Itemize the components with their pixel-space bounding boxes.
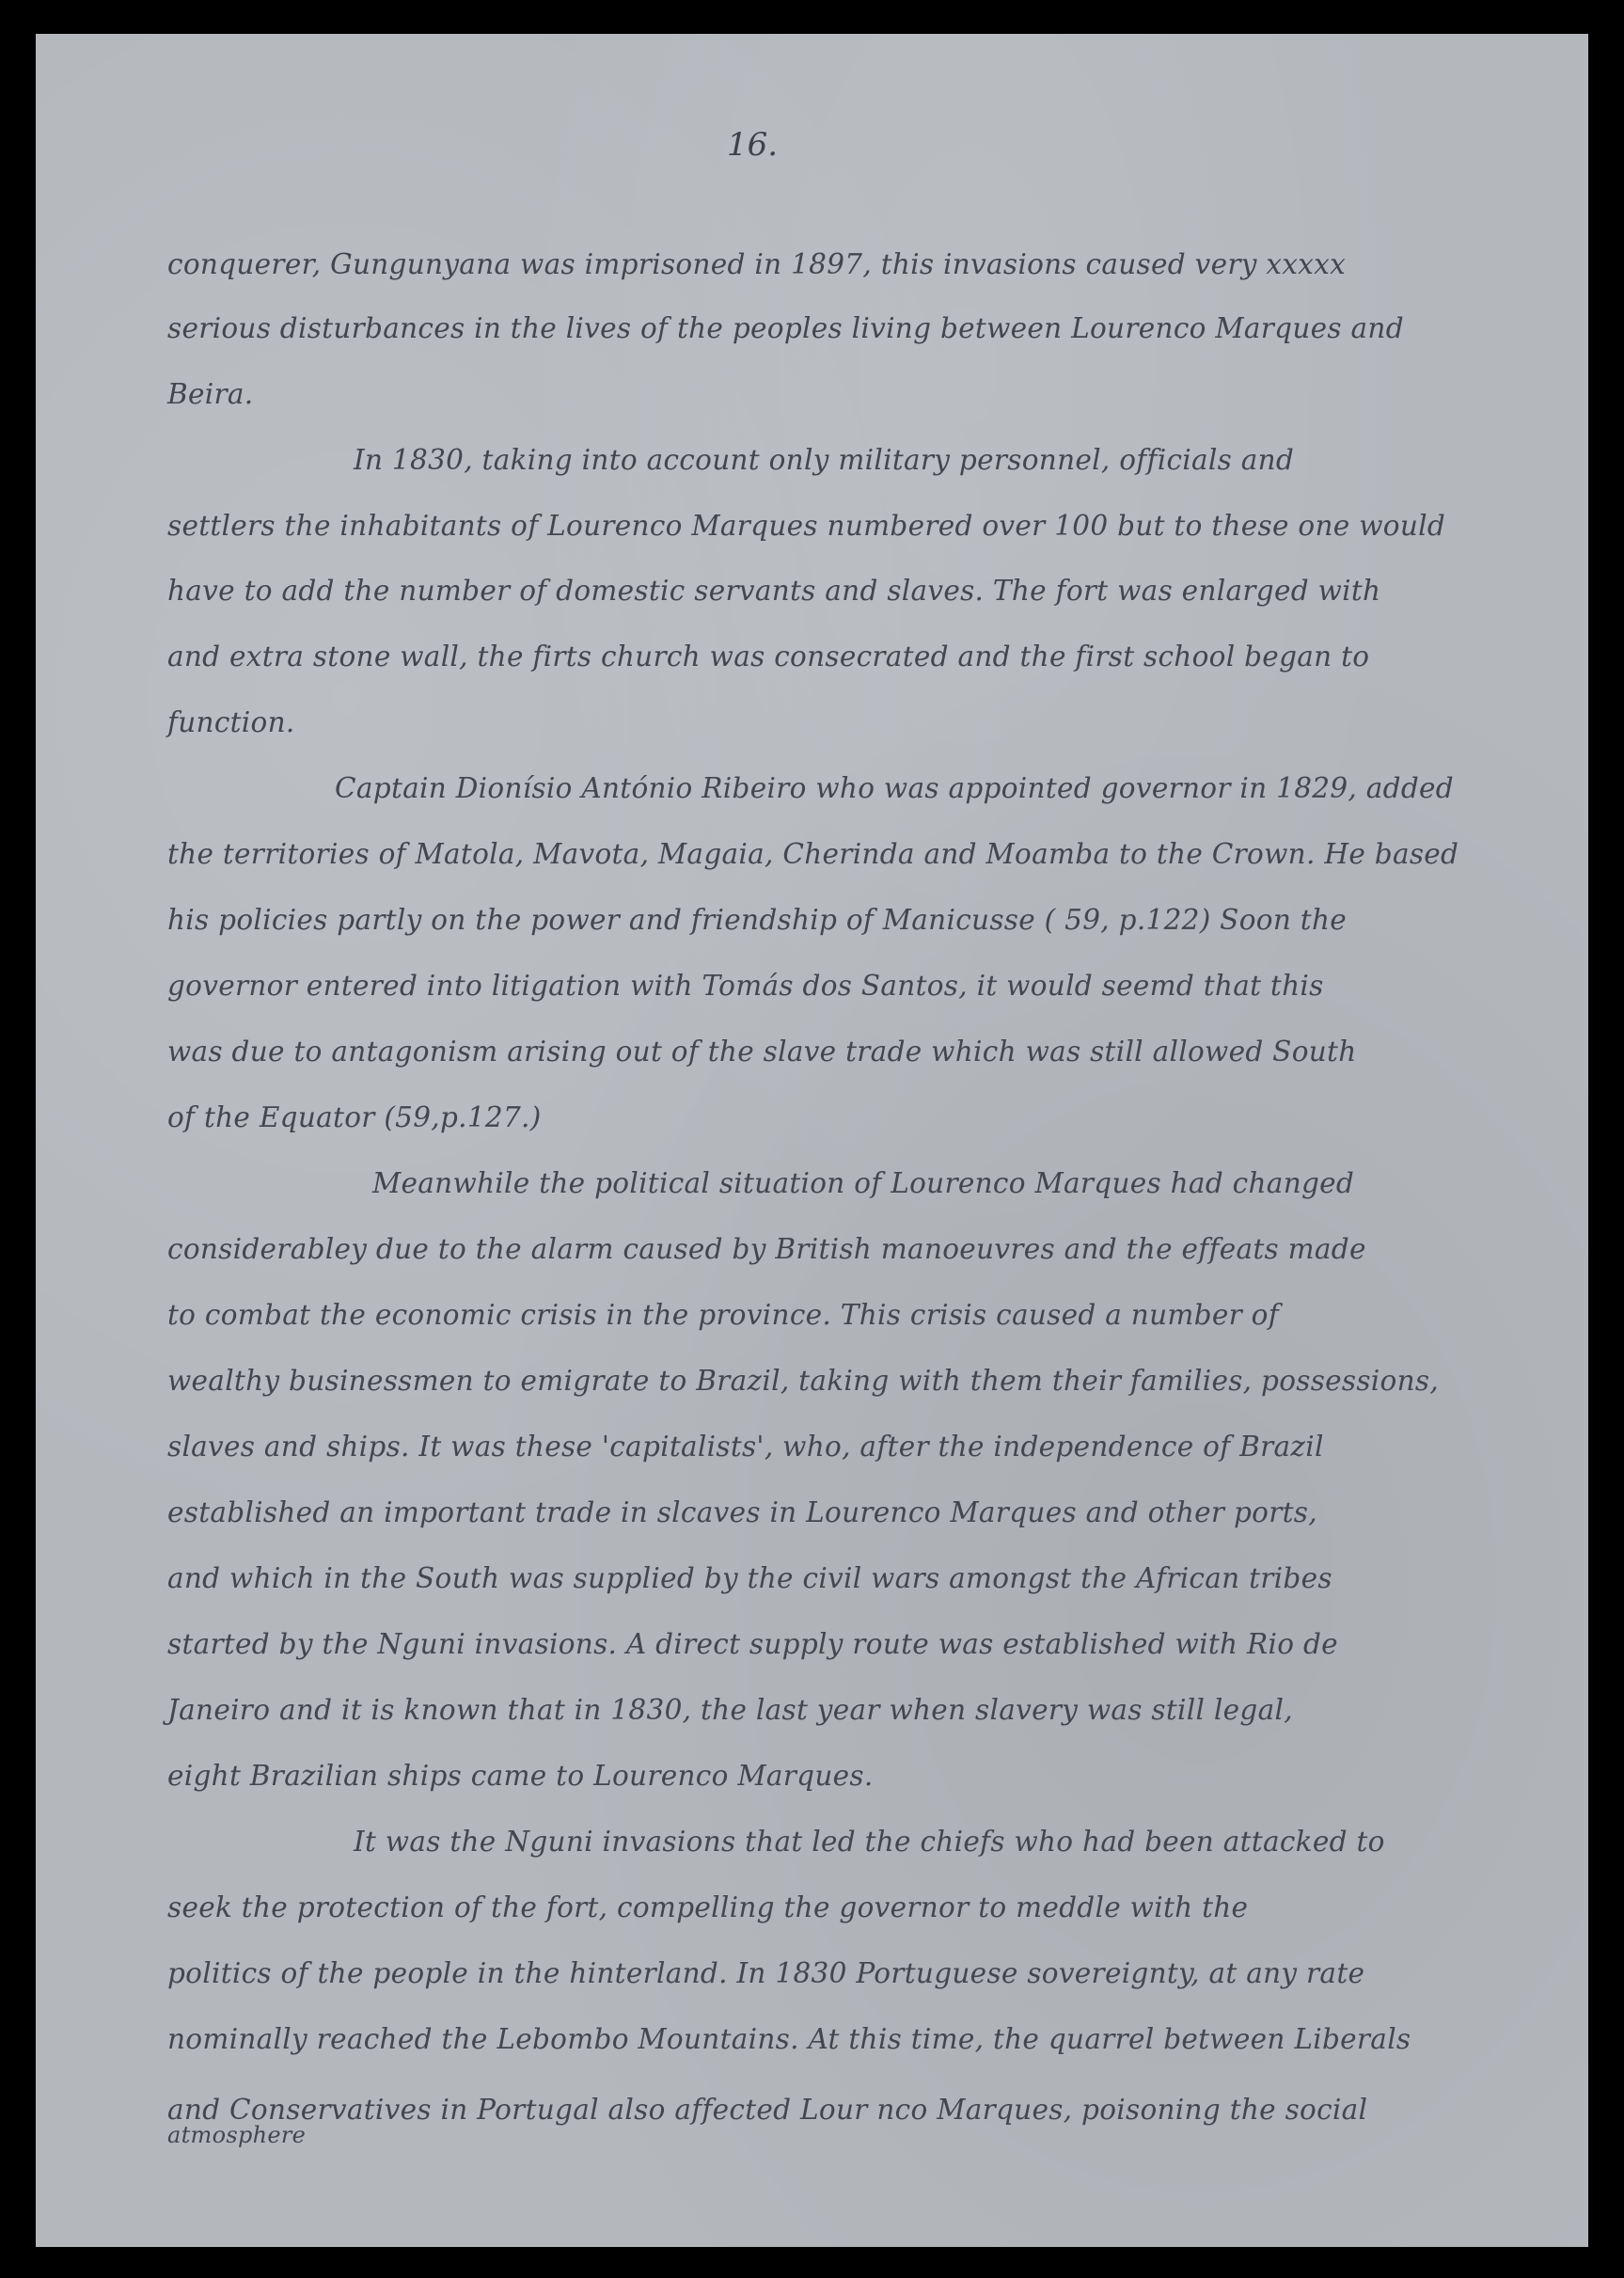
text-line: and Conservatives in Portugal also affected Lour nco Marques, poisoning the social (167, 2094, 1368, 2126)
text-line: slaves and ships. It was these 'capitalists', who, after the independence of Brazil (167, 1431, 1324, 1463)
text-line: conquerer, Gungunyana was imprisoned in 1897, this invasions caused very xxxxx (167, 248, 1347, 280)
text-line: seek the protection of the fort, compelling the governor to meddle with the (167, 1891, 1249, 1923)
text-line: It was the Nguni invasions that led the chiefs who had been attacked to (354, 1826, 1385, 1858)
text-line: was due to antagonism arising out of the slave trade which was still allowed South (167, 1036, 1357, 1068)
text-line: started by the Nguni invasions. A direct supply route was established with Rio de (167, 1628, 1338, 1660)
text-line: of the Equator (59,p.127.) (167, 1101, 542, 1133)
text-line: and extra stone wall, the firts church was consecrated and the first school began to (167, 641, 1370, 672)
text-line: politics of the people in the hinterland. In 1830 Portuguese sovereignty, at any rate (167, 1957, 1365, 1989)
text-line: Meanwhile the political situation of Lourenco Marques had changed (372, 1167, 1355, 1199)
text-line: the territories of Matola, Mavota, Magaia, Cherinda and Moamba to the Crown. He based (167, 838, 1459, 870)
text-line: and which in the South was supplied by the civil wars amongst the African tribes (167, 1562, 1332, 1594)
text-line: nominally reached the Lebombo Mountains. At this time, the quarrel between Liberals (167, 2023, 1411, 2055)
text-line: serious disturbances in the lives of the peoples living between Lourenco Marques and (167, 312, 1404, 344)
document-page (36, 34, 1588, 2247)
text-line: governor entered into litigation with Tomás dos Santos, it would seemd that this (167, 970, 1324, 1002)
page-number: 16. (727, 126, 779, 164)
text-line: have to add the number of domestic servants and slaves. The fort was enlarged with (167, 575, 1381, 607)
text-line: Janeiro and it is known that in 1830, the last year when slavery was still legal, (167, 1694, 1293, 1726)
text-line: eight Brazilian ships came to Lourenco Marques. (167, 1760, 874, 1792)
text-line: Captain Dionísio António Ribeiro who was appointed governor in 1829, added (335, 772, 1454, 804)
text-line: function. (167, 706, 295, 738)
text-line: Beira. (167, 378, 254, 410)
text-line: to combat the economic crisis in the province. This crisis caused a number of (167, 1299, 1279, 1331)
text-line: wealthy businessmen to emigrate to Brazil, taking with them their families, possessions, (167, 1365, 1439, 1397)
text-line: his policies partly on the power and friendship of Manicusse ( 59, p.122) Soon the (167, 904, 1348, 936)
text-line: established an important trade in slcaves in Lourenco Marques and other ports, (167, 1496, 1317, 1528)
text-line: In 1830, taking into account only military personnel, officials and (354, 444, 1295, 476)
text-line: settlers the inhabitants of Lourenco Marques numbered over 100 but to these one would (167, 510, 1446, 542)
text-line: considerabley due to the alarm caused by British manoeuvres and the effeats made (167, 1233, 1366, 1265)
text-line: atmosphere (167, 2122, 307, 2148)
